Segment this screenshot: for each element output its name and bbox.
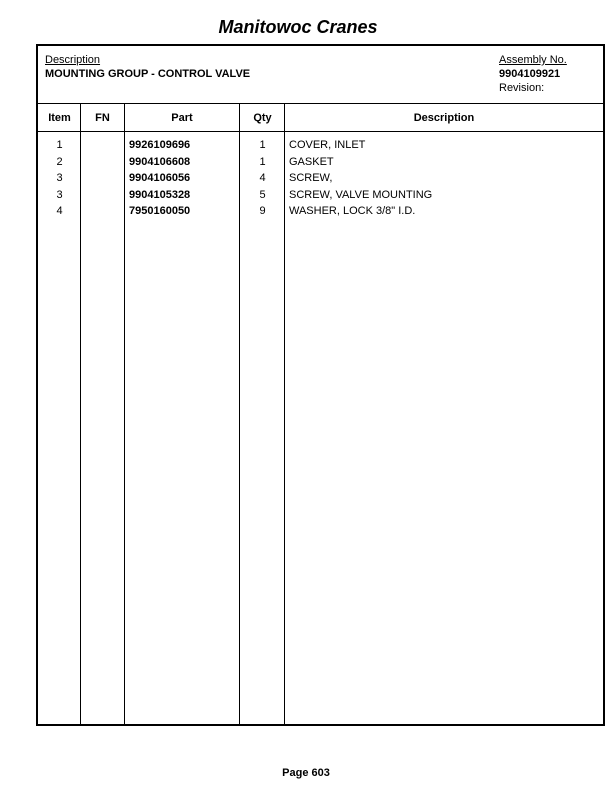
assembly-no-label: Assembly No. (499, 54, 567, 66)
page-number: Page 603 (282, 767, 330, 779)
table-row (38, 156, 603, 173)
column-header-row (38, 104, 603, 132)
part-number-cell: 9904106608 (129, 155, 191, 168)
column-header-description: Description (413, 112, 475, 124)
part-number-cell: 9926109696 (129, 139, 191, 151)
item-cell: 3 (56, 172, 63, 184)
qty-cell: 5 (259, 188, 266, 201)
item-cell: 3 (56, 188, 63, 201)
description-cell: COVER, INLET (289, 139, 366, 151)
description-cell: WASHER, LOCK 3/8" I.D. (289, 205, 416, 217)
column-header-item: Item (48, 112, 71, 124)
qty-cell: 1 (259, 155, 266, 168)
column-header-qty: Qty (253, 112, 272, 124)
column-header-fn: FN (95, 112, 110, 124)
page-title: Manitowoc Cranes (218, 17, 378, 37)
table-row (38, 205, 603, 222)
table-row (38, 139, 603, 156)
description-cell: GASKET (289, 155, 334, 168)
item-cell: 2 (56, 155, 63, 168)
table-row (38, 172, 603, 189)
part-number-cell: 7950160050 (129, 205, 191, 217)
part-number-cell: 9904105328 (129, 188, 191, 201)
description-cell: SCREW, (289, 172, 333, 184)
parts-table-body (38, 139, 603, 222)
qty-cell: 9 (259, 205, 266, 217)
assembly-description: MOUNTING GROUP - CONTROL VALVE (45, 68, 251, 80)
parts-list-frame (36, 44, 605, 726)
assembly-number: 9904109921 (499, 68, 561, 80)
item-cell: 1 (56, 139, 63, 151)
table-row (38, 189, 603, 206)
qty-cell: 4 (259, 172, 266, 184)
description-cell: SCREW, VALVE MOUNTING (289, 188, 433, 201)
qty-cell: 1 (259, 139, 266, 151)
item-cell: 4 (56, 205, 63, 217)
revision-label: Revision: (499, 82, 545, 94)
part-number-cell: 9904106056 (129, 172, 191, 184)
description-label: Description (45, 54, 101, 66)
assembly-header (38, 46, 603, 104)
column-header-part: Part (171, 112, 193, 124)
